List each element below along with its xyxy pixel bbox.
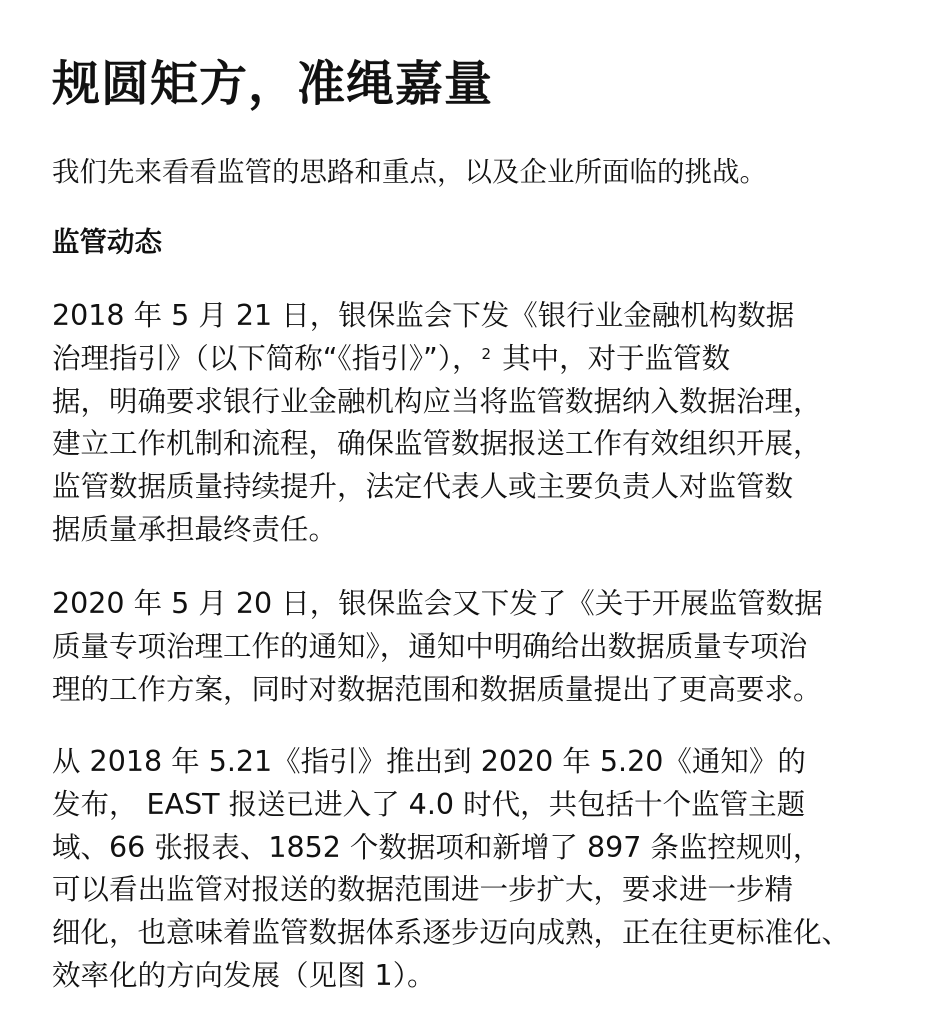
paragraph-line: 质量专项治理工作的通知》，通知中明确给出数据质量专项治 (52, 629, 808, 663)
paragraph-line: 监管数据质量持续提升，法定代表人或主要负责人对监管数 (52, 470, 794, 504)
footnote-marker: 2 (481, 344, 492, 363)
paragraph-2018-guideline (52, 295, 822, 552)
paragraph-line: 2018 年 5 月 21 日，银保监会下发《银行业金融机构数据 (52, 299, 795, 332)
intro-paragraph: 我们先来看看监管的思路和重点，以及企业所面临的挑战。 (52, 156, 767, 188)
paragraph-line: 2020 年 5 月 20 日，银保监会又下发了《关于开展监管数据 (52, 587, 823, 620)
paragraph-line: 域、66 张报表、1852 个数据项和新增了 897 条监控规则， (52, 830, 822, 864)
paragraph-line: 据质量承担最终责任。 (52, 512, 338, 546)
paragraph-line: 效率化的方向发展（见图 1）。 (52, 958, 436, 992)
paragraph-line: 建立工作机制和流程，确保监管数据报送工作有效组织开展， (52, 427, 822, 461)
paragraph-line: 发布， EAST 报送已进入了 4.0 时代，共包括十个监管主题 (52, 787, 806, 821)
paragraph-east-summary (52, 741, 850, 998)
paragraph-line-tail: 其中，对于监管数 (493, 341, 731, 375)
paragraph-2020-notice (52, 583, 823, 711)
paragraph-line: 细化，也意味着监管数据体系逐步迈向成熟，正在往更标准化、 (52, 916, 851, 950)
section-heading: 监管动态 (52, 226, 162, 258)
paragraph-line-with-footnote (52, 338, 822, 381)
paragraph-line: 可以看出监管对报送的数据范围进一步扩大，要求进一步精 (52, 873, 794, 907)
page-title: 规圆矩方，准绳嘉量 (52, 56, 494, 112)
paragraph-line: 据，明确要求银行业金融机构应当将监管数据纳入数据治理， (52, 384, 822, 418)
paragraph-line: 理的工作方案，同时对数据范围和数据质量提出了更高要求。 (52, 672, 822, 706)
paragraph-line: 从 2018 年 5.21《指引》推出到 2020 年 5.20《通知》的 (52, 745, 806, 778)
paragraph-line-text: 治理指引》（以下简称“《指引》”）， (52, 341, 481, 375)
